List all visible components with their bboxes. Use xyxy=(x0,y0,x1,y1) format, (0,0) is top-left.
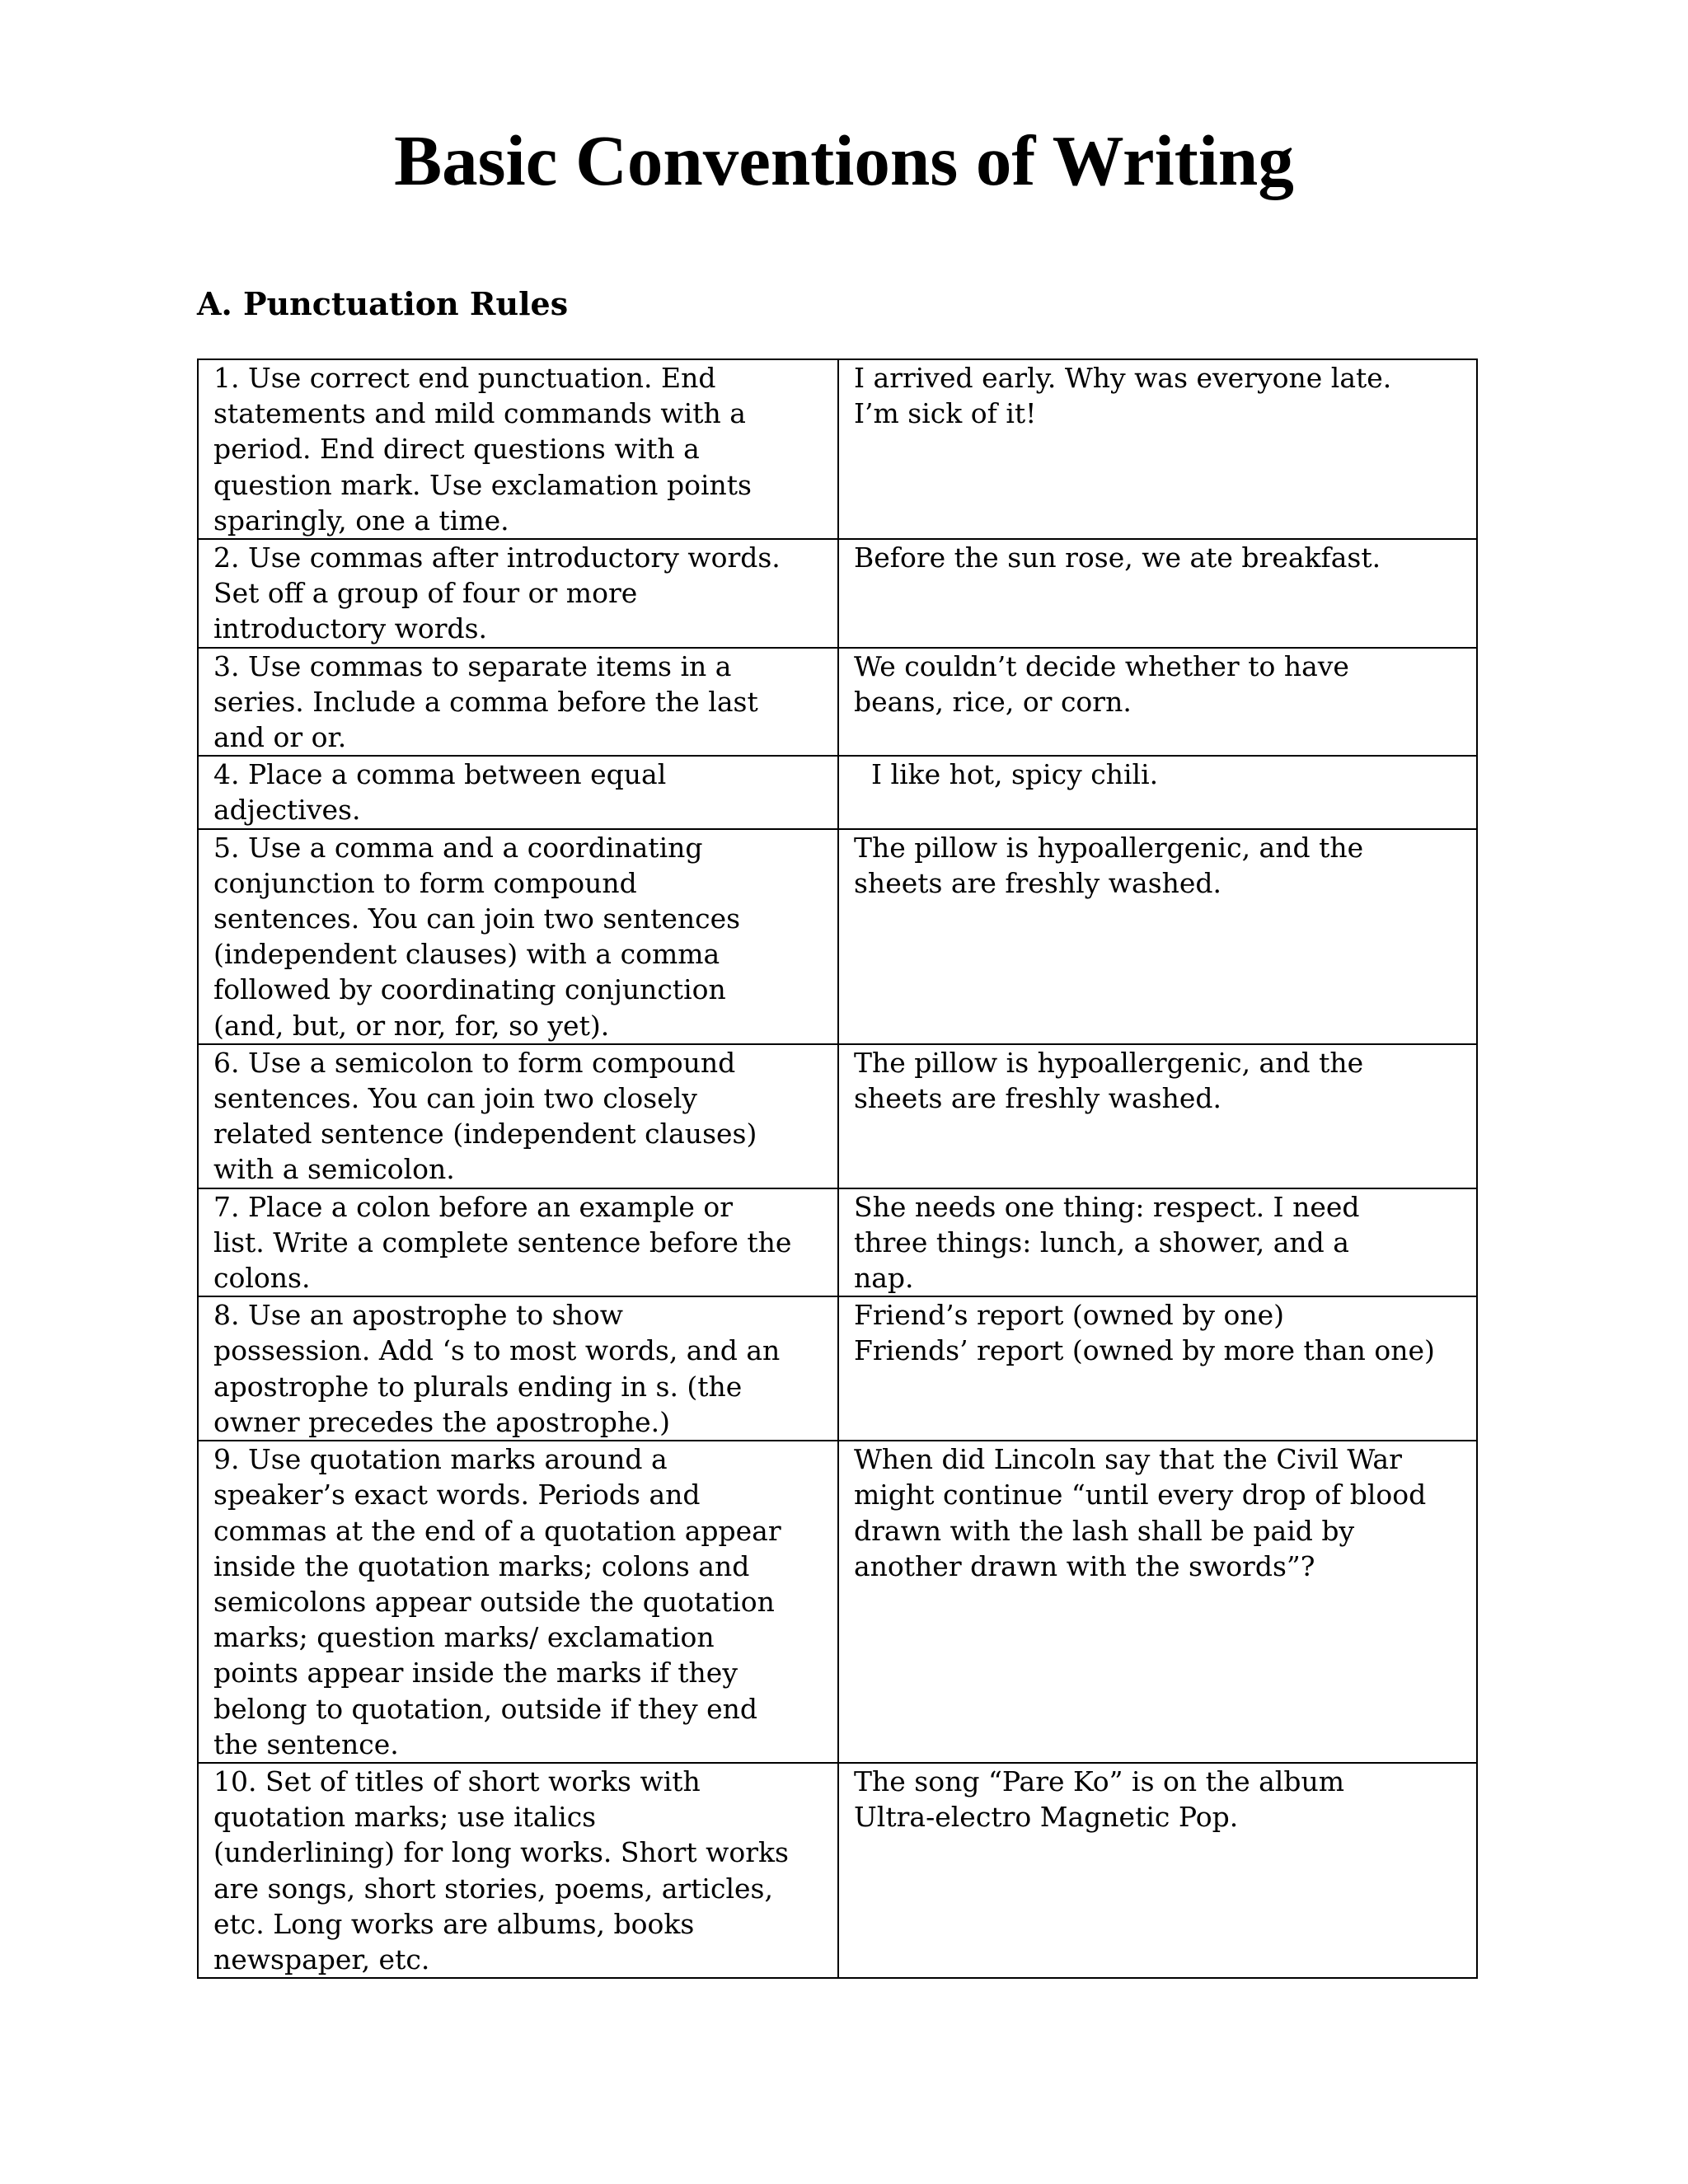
rule-cell: 8. Use an apostrophe to show possession. Add ‘s to most words, and an apostrophe to plurals ending in s. (the owner precedes the apostrophe.) xyxy=(198,1296,838,1441)
punctuation-rules-table xyxy=(197,359,1478,1979)
rule-cell: 7. Place a colon before an example or list. Write a complete sentence before the colons. xyxy=(198,1188,838,1297)
rule-cell: 3. Use commas to separate items in a series. Include a comma before the last and or or. xyxy=(198,648,838,757)
rule-cell: 9. Use quotation marks around a speaker’s exact words. Periods and commas at the end of a quotation appear inside the quotation marks; colons and semicolons appear outside the quotation marks; question marks/ exclamation points appear inside the marks if they belong to quotation, outside if they end the sentence. xyxy=(198,1441,838,1763)
table-row xyxy=(198,829,1477,1044)
example-cell: Friend’s report (owned by one) Friends’ report (owned by more than one) xyxy=(838,1296,1477,1441)
table-row xyxy=(198,1188,1477,1297)
example-cell: The song “Pare Ko” is on the album Ultra-electro Magnetic Pop. xyxy=(838,1763,1477,1978)
rule-cell: 2. Use commas after introductory words. Set off a group of four or more introductory words. xyxy=(198,539,838,648)
example-cell: The pillow is hypoallergenic, and the sheets are freshly washed. xyxy=(838,1044,1477,1188)
rule-cell: 4. Place a comma between equal adjectives. xyxy=(198,756,838,828)
example-cell: The pillow is hypoallergenic, and the sheets are freshly washed. xyxy=(838,829,1477,1044)
table-row xyxy=(198,359,1477,539)
example-cell: I like hot, spicy chili. xyxy=(838,756,1477,828)
table-row xyxy=(198,1763,1477,1978)
table-row xyxy=(198,756,1477,828)
table-row xyxy=(198,1441,1477,1763)
rule-cell: 6. Use a semicolon to form compound sentences. You can join two closely related sentence (independent clauses) with a semicolon. xyxy=(198,1044,838,1188)
example-cell: Before the sun rose, we ate breakfast. xyxy=(838,539,1477,648)
table-row xyxy=(198,539,1477,648)
example-cell: She needs one thing: respect. I need three things: lunch, a shower, and a nap. xyxy=(838,1188,1477,1297)
rule-cell: 10. Set of titles of short works with quotation marks; use italics (underlining) for long works. Short works are songs, short stories, poems, articles, etc. Long works are albums, books newspaper, etc. xyxy=(198,1763,838,1978)
example-cell: When did Lincoln say that the Civil War might continue “until every drop of blood drawn with the lash shall be paid by another drawn with the swords”? xyxy=(838,1441,1477,1763)
section-heading: A. Punctuation Rules xyxy=(197,285,569,322)
rule-cell: 1. Use correct end punctuation. End statements and mild commands with a period. End direct questions with a question mark. Use exclamation points sparingly, one a time. xyxy=(198,359,838,539)
example-cell: I arrived early. Why was everyone late. I’m sick of it! xyxy=(838,359,1477,539)
rule-cell: 5. Use a comma and a coordinating conjunction to form compound sentences. You can join two sentences (independent clauses) with a comma followed by coordinating conjunction (and, but, or nor, for, so yet). xyxy=(198,829,838,1044)
example-cell: We couldn’t decide whether to have beans, rice, or corn. xyxy=(838,648,1477,757)
table-row xyxy=(198,648,1477,757)
table-row xyxy=(198,1044,1477,1188)
document-title: Basic Conventions of Writing xyxy=(394,120,1294,200)
table-row xyxy=(198,1296,1477,1441)
